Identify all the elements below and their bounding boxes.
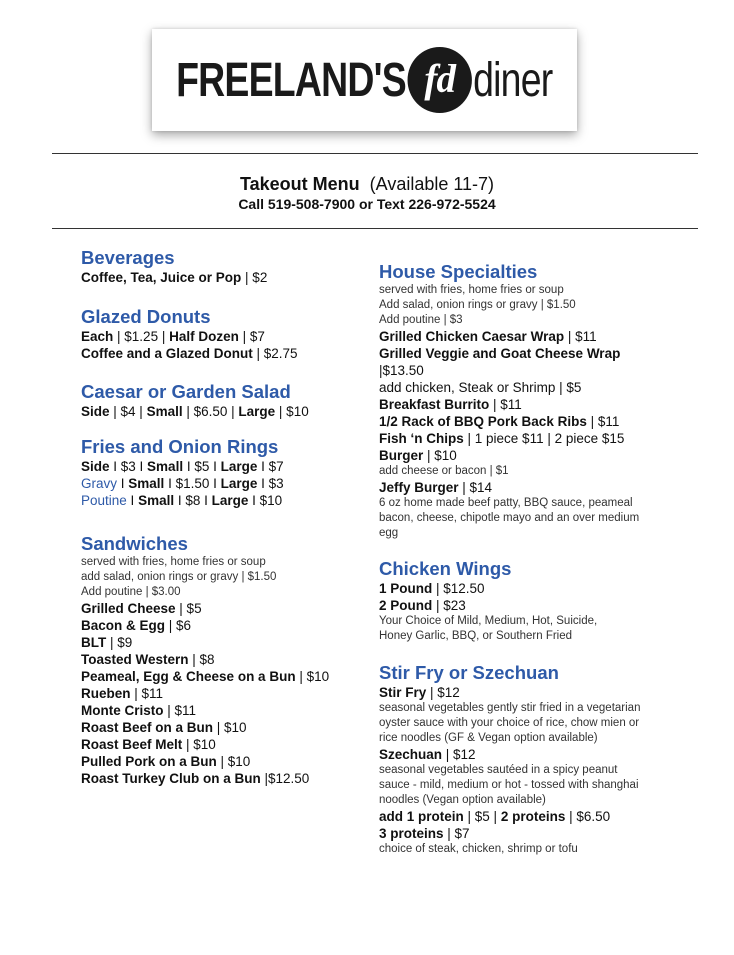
section-note: add salad, onion rings or gravy | $1.50 [81,571,277,583]
menu-line: Gravy I Small I $1.50 I Large I $3 [81,476,284,491]
menu-item: Pulled Pork on a Bun | $10 [81,754,251,769]
menu-item: Stir Fry | $12 [379,685,460,700]
logo-wordmark [176,47,552,113]
menu-line: Each | $1.25 | Half Dozen | $7 [81,329,265,344]
menu-item: Jeffy Burger | $14 [379,480,493,495]
menu-title [0,174,734,195]
menu-item-price: |$13.50 [379,363,424,378]
menu-item: Rueben | $11 [81,686,164,701]
menu-item: Burger | $10 [379,448,457,463]
section-note: served with fries, home fries or soup [379,284,564,296]
logo-freelands: FREELAND'S [176,53,407,107]
menu-addon: add 1 protein | $5 | 2 proteins | $6.50 [379,809,611,824]
menu-line: Side | $4 | Small | $6.50 | Large | $10 [81,404,309,419]
menu-item: Fish ‘n Chips | 1 piece $11 | 2 piece $15 [379,431,625,446]
section-note: Add poutine | $3 [379,314,463,326]
section-glazed-donuts [81,306,381,362]
logo [152,29,577,131]
menu-item: Breakfast Burrito | $11 [379,397,522,412]
menu-item: 1 Pound | $12.50 [379,581,485,596]
section-heading: Fries and Onion Rings [81,436,279,457]
section-note: Add poutine | $3.00 [81,586,181,598]
section-heading: Stir Fry or Szechuan [379,662,559,683]
menu-item: Roast Beef Melt | $10 [81,737,216,752]
menu-line: Coffee, Tea, Juice or Pop | $2 [81,270,268,285]
section-heading: Beverages [81,247,175,268]
menu-item: Grilled Chicken Caesar Wrap | $11 [379,329,597,344]
menu-item: Grilled Cheese | $5 [81,601,202,616]
section-heading: House Specialties [379,261,538,282]
item-description: seasonal vegetables sautéed in a spicy peanut sauce - mild, medium or hot - tossed with shanghai noodles (Vegan option available) [379,764,639,806]
section-stir-fry [379,662,679,857]
menu-item: Grilled Veggie and Goat Cheese Wrap [379,346,621,361]
menu-contact: Call 519-508-7900 or Text 226-972-5524 [238,196,496,212]
menu-item: Toasted Western | $8 [81,652,215,667]
menu-right-column [379,261,679,857]
menu-item: Roast Turkey Club on a Bun |$12.50 [81,771,310,786]
menu-title-text: Takeout Menu [239,174,360,194]
menu-line: Coffee and a Glazed Donut | $2.75 [81,346,298,361]
section-beverages [81,247,381,286]
menu-line: Poutine I Small I $8 I Large I $10 [81,493,283,508]
menu-item: 1/2 Rack of BBQ Pork Back Ribs | $11 [379,414,620,429]
menu-left-column [81,247,381,787]
section-chicken-wings [379,558,679,644]
menu-addon: 3 proteins | $7 [379,826,470,841]
section-note: served with fries, home fries or soup [81,556,266,568]
menu-item: Monte Cristo | $11 [81,703,197,718]
item-note: add cheese or bacon | $1 [379,465,509,477]
section-house-specialties [379,261,679,541]
divider-top [52,153,698,154]
menu-item: 2 Pound | $23 [379,598,466,613]
item-description: Your Choice of Mild, Medium, Hot, Suicide, Honey Garlic, BBQ, or Southern Fried [379,615,598,642]
menu-line: Side I $3 I Small I $5 I Large I $7 [81,459,284,474]
item-description: 6 oz home made beef patty, BBQ sauce, peameal bacon, cheese, chipotle mayo and an over medium egg [379,497,640,539]
section-salad [81,381,381,420]
section-fries-onion-rings [81,436,381,509]
menu-item: Bacon & Egg | $6 [81,618,192,633]
menu-item: Roast Beef on a Bun | $10 [81,720,247,735]
item-description: seasonal vegetables gently stir fried in a vegetarian oyster sauce with your choice of rice, chow mien or rice noodles (GF & Vegan option available) [379,702,641,744]
section-heading: Caesar or Garden Salad [81,381,291,402]
logo-fd-emblem: fd [408,47,472,113]
menu-availability: (Available 11-7) [369,174,495,194]
menu-item: Peameal, Egg & Cheese on a Bun | $10 [81,669,330,684]
item-description: choice of steak, chicken, shrimp or tofu [379,843,578,855]
section-note: Add salad, onion rings or gravy | $1.50 [379,299,576,311]
section-heading: Chicken Wings [379,558,512,579]
section-sandwiches [81,533,381,787]
section-heading: Sandwiches [81,533,188,554]
logo-diner: diner [473,53,553,107]
menu-item: BLT | $9 [81,635,133,650]
divider-bottom [52,228,698,229]
menu-item: Szechuan | $12 [379,747,476,762]
menu-addon: add chicken, Steak or Shrimp | $5 [379,380,582,395]
section-heading: Glazed Donuts [81,306,211,327]
